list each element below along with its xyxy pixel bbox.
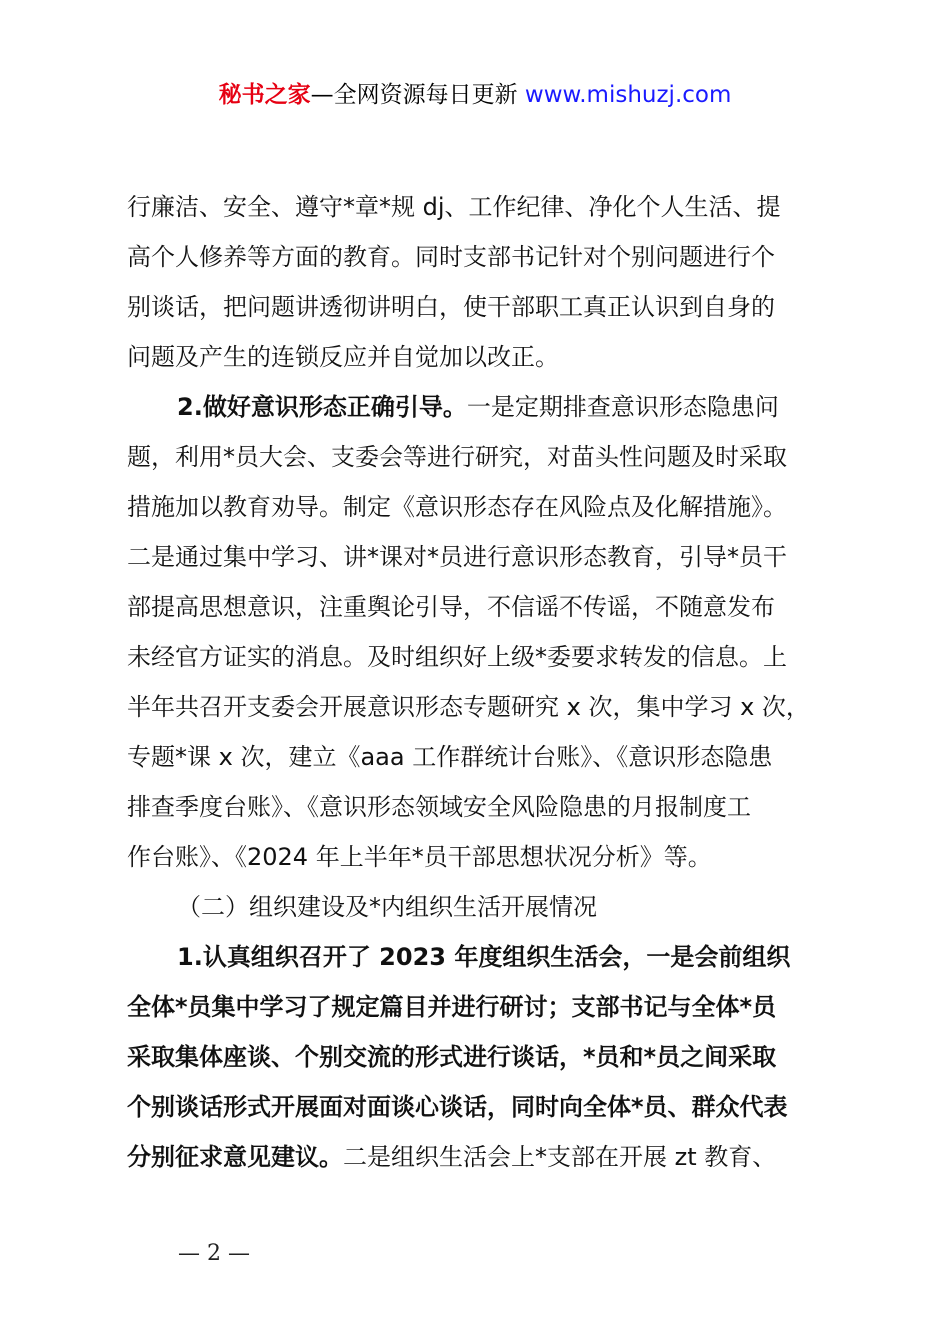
page-number: — 2 —	[178, 1241, 250, 1266]
line-text: 采取集体座谈、个别交流的形式进行谈话，*员和*员之间采取	[127, 1043, 777, 1071]
line-text: 别谈话，把问题讲透彻讲明白，使干部职工真正认识到自身的	[127, 293, 775, 321]
body-line	[127, 582, 833, 632]
line-text: 排查季度台账》、《意识形态领域安全风险隐患的月报制度工	[127, 793, 751, 821]
body-line	[127, 232, 833, 282]
body-line	[127, 732, 833, 782]
body-line	[127, 1132, 833, 1182]
line-text: 部提高思想意识，注重舆论引导，不信谣不传谣，不随意发布	[127, 593, 775, 621]
body-line	[127, 782, 833, 832]
body-line	[127, 332, 833, 382]
line-text: 个别谈话形式开展面对面谈心谈话，同时向全体*员、群众代表	[127, 1093, 788, 1121]
line-text: 一是定期排查意识形态隐患问	[466, 393, 779, 421]
body-line	[127, 482, 833, 532]
bold-heading: 分别征求意见建议。	[127, 1143, 343, 1171]
site-url-link[interactable]: www.mishuzj.com	[524, 82, 732, 108]
body-line	[127, 382, 833, 432]
body-line	[127, 532, 833, 582]
line-text: （二）组织建设及*内组织生活开展情况	[177, 893, 597, 921]
line-text: 题，利用*员大会、支委会等进行研究，对苗头性问题及时采取	[127, 443, 787, 471]
line-text: 二是组织生活会上*支部在开展 zt 教育、	[343, 1143, 777, 1171]
line-text: 作台账》、《2024 年上半年*员干部思想状况分析》等。	[127, 843, 712, 871]
line-text: 未经官方证实的消息。及时组织好上级*委要求转发的信息。上	[127, 643, 787, 671]
line-text: 半年共召开支委会开展意识形态专题研究 x 次，集中学习 x 次，	[127, 693, 810, 721]
line-text: 措施加以教育劝导。制定《意识形态存在风险点及化解措施》。	[127, 493, 787, 521]
body-line	[127, 182, 833, 232]
line-text: 问题及产生的连锁反应并自觉加以改正。	[127, 343, 559, 371]
document-body	[127, 182, 833, 1182]
line-text: 专题*课 x 次，建立《aaa 工作群统计台账》、《意识形态隐患	[127, 743, 773, 771]
line-text: 二是通过集中学习、讲*课对*员进行意识形态教育，引导*员干	[127, 543, 787, 571]
line-text: 全体*员集中学习了规定篇目并进行研讨；支部书记与全体*员	[127, 993, 777, 1021]
line-text: 行廉洁、安全、遵守*章*规 dj、工作纪律、净化个人生活、提	[127, 193, 781, 221]
body-line	[127, 1032, 833, 1082]
body-line	[127, 982, 833, 1032]
body-line	[127, 682, 833, 732]
body-line	[127, 832, 833, 882]
site-header	[0, 78, 950, 112]
line-text: 1.认真组织召开了 2023 年度组织生活会，一是会前组织	[177, 943, 791, 971]
body-line	[127, 632, 833, 682]
body-line	[127, 1082, 833, 1132]
bold-heading: 2.做好意识形态正确引导。	[177, 393, 467, 421]
line-text: 高个人修养等方面的教育。同时支部书记针对个别问题进行个	[127, 243, 775, 271]
body-line	[127, 432, 833, 482]
body-line	[127, 282, 833, 332]
body-line	[127, 932, 833, 982]
site-brand: 秘书之家	[218, 82, 311, 108]
site-tagline: —全网资源每日更新	[310, 82, 518, 108]
body-line	[127, 882, 833, 932]
